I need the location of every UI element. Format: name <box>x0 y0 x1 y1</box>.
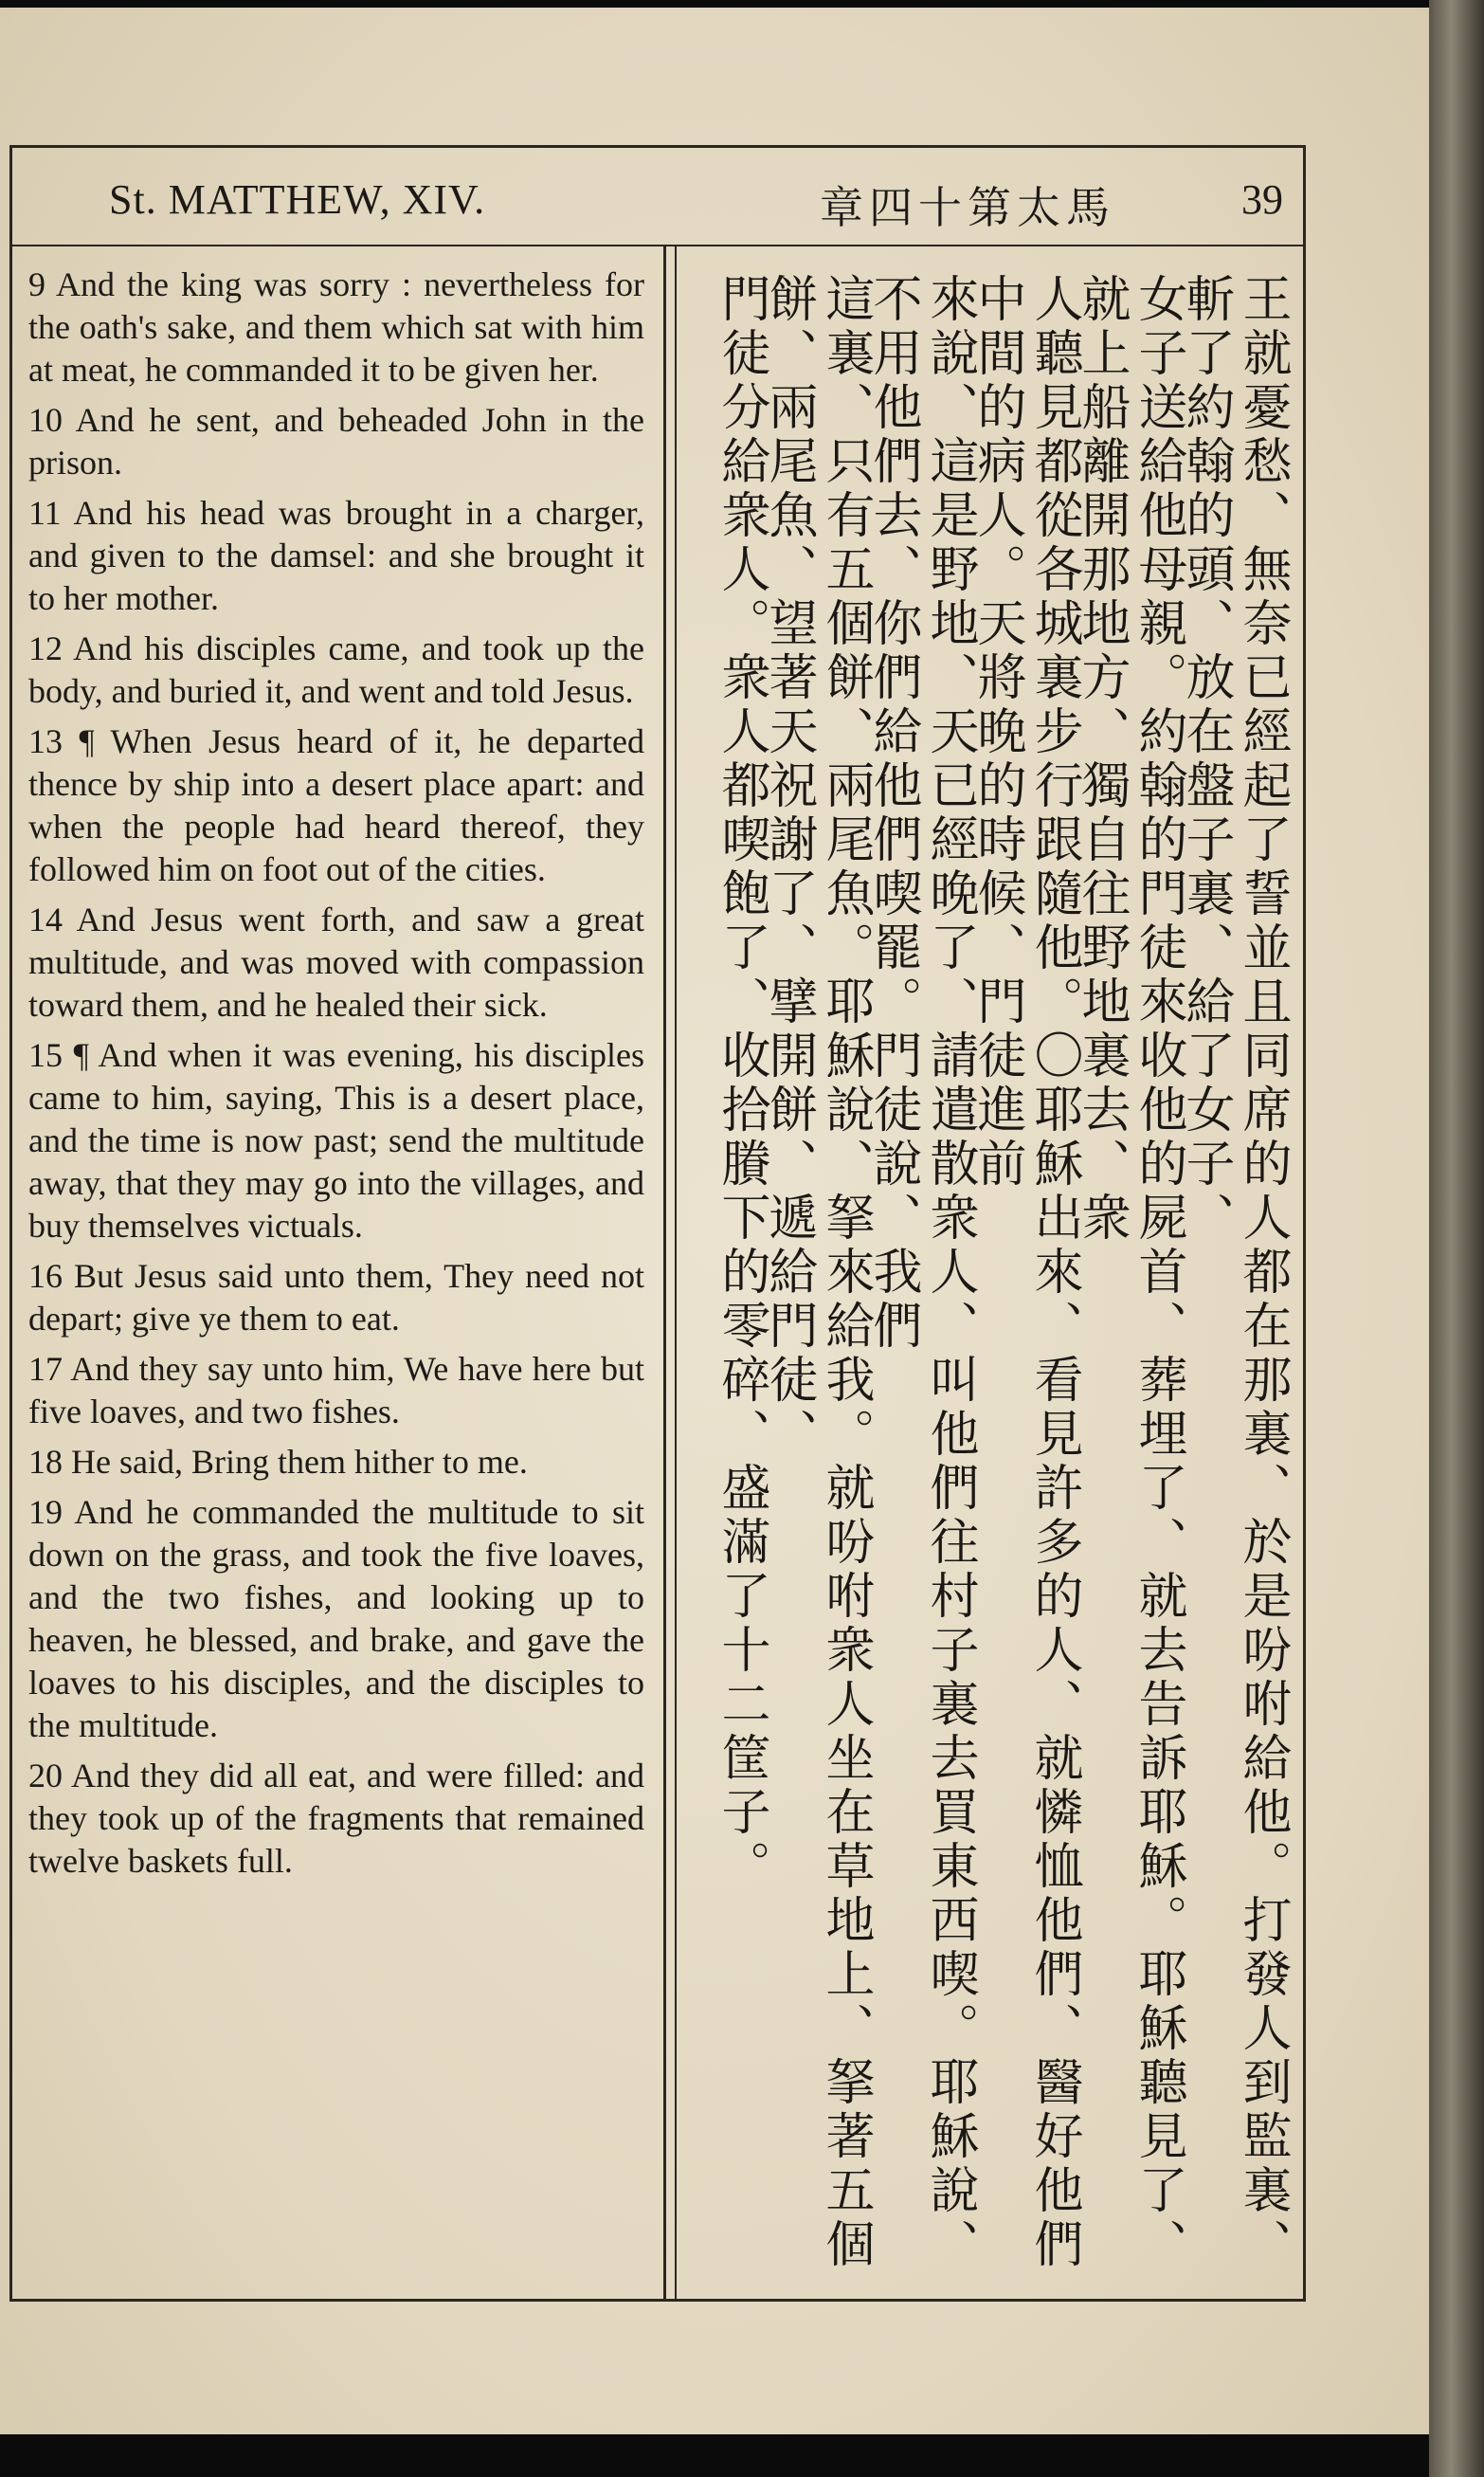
verse-14: 14 And Jesus went forth, and saw a great multitude, and was moved with compassion toward them, and he healed their sick. <box>28 901 644 1024</box>
verse-13: 13 ¶ When Jesus heard of it, he departed thence by ship into a desert place apart: and when the people had heard thereof, they followed him on foot out of the cities. <box>28 722 644 888</box>
verse-20: 20 And they did all eat, and were filled: and they took up of the fragments that remained twelve baskets full. <box>28 1757 644 1880</box>
header-rule <box>9 245 1306 246</box>
chinese-column-6: 門徒分給衆人。衆人都喫飽了、收拾賸下的零碎、盛滿了十二筐子。 <box>713 273 769 1894</box>
header-title-chinese: 章四十第太馬 <box>820 182 1115 233</box>
verse-11: 11 And his head was brought in a charger, and given to the damsel: and she brought it to her mother. <box>28 494 644 617</box>
verse-9: 9 And the king was sorry : nevertheless for the oath's sake, and them which sat with him at meat, he commanded it to be given her. <box>28 265 644 389</box>
chinese-column-5: 這裏、只有五個餅、兩尾魚。耶穌說、拏來給我。就吩咐衆人坐在草地上、拏著五個餅、兩尾魚、望著天祝謝了、擘開餅、遞給門徒、 <box>760 273 874 2272</box>
chinese-column-4: 來說、這是野地、天已經晚了、請遣散衆人、叫他們往村子裏去買東西喫。耶穌說、不用他們去、你們給他們喫罷。門徒說、我們 <box>864 273 978 2272</box>
verse-16: 16 But Jesus said unto them, They need not depart; give ye them to eat. <box>28 1257 644 1338</box>
chinese-column-3: 人聽見都從各城裏步行跟隨他。〇耶穌出來、看見許多的人、就憐恤他們、醫好他們中間的病人。天將晚的時候、門徒進前 <box>968 273 1082 2272</box>
book-page <box>0 8 1431 2434</box>
column-divider-inner <box>675 246 677 2302</box>
running-header <box>9 164 1308 240</box>
chinese-column-2: 女子送給他母親。約翰的門徒來收他的屍首、葬埋了、就去告訴耶穌。耶穌聽見了、就上船離開那地方、獨自往野地裏去、衆 <box>1073 273 1186 2272</box>
verse-12: 12 And his disciples came, and took up the body, and buried it, and went and told Jesus. <box>28 629 644 710</box>
page-number: 39 <box>1241 176 1283 223</box>
header-title-english: St. MATTHEW, XIV. <box>109 176 486 223</box>
book-page-edges <box>1429 0 1484 2477</box>
verse-17: 17 And they say unto him, We have here but five loaves, and two fishes. <box>28 1350 644 1430</box>
chinese-text-column <box>692 273 1298 2273</box>
column-divider <box>663 246 666 2302</box>
verse-18: 18 He said, Bring them hither to me. <box>28 1443 528 1481</box>
chinese-column-1: 王就憂愁、無奈已經起了誓並且同席的人都在那裏、於是吩咐給他。打發人到監裏、斬了約翰的頭、放在盤子裏、給了女子、 <box>1177 273 1291 2272</box>
verse-15: 15 ¶ And when it was evening, his disciples came to him, saying, This is a desert place, and the time is now past; send the multitude away, that they may go into the villages, and buy themselves victuals. <box>28 1036 644 1245</box>
verse-19: 19 And he commanded the multitude to sit down on the grass, and took the five loaves, and the two fishes, and looking up to heaven, he blessed, and brake, and gave the loaves to his disciples, and the disciples to the multitude. <box>28 1493 644 1744</box>
english-text-column <box>28 264 644 1890</box>
verse-10: 10 And he sent, and beheaded John in the prison. <box>28 401 644 482</box>
